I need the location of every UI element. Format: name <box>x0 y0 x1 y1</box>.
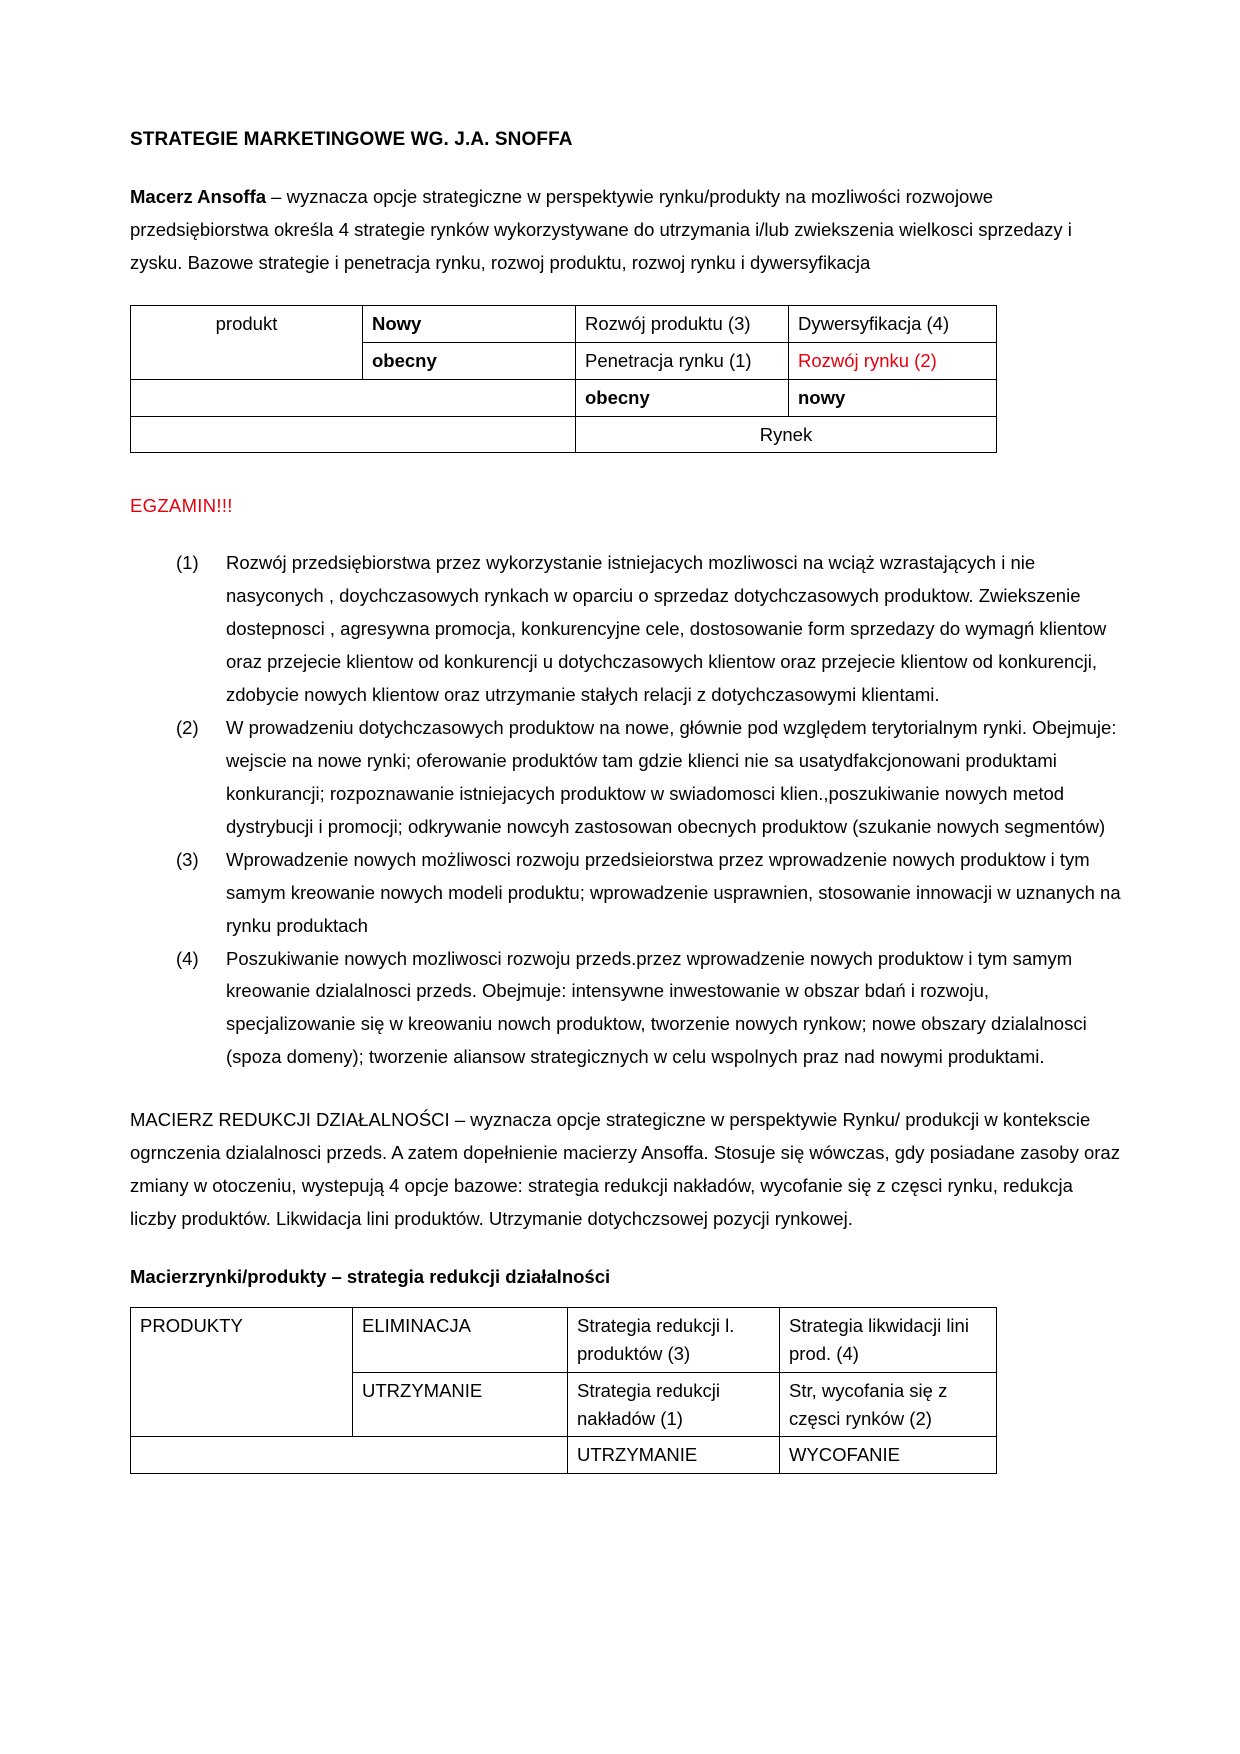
reduction-subheading: Macierzrynki/produkty – strategia redukcji działalności <box>130 1265 611 1287</box>
list-item <box>176 844 1122 943</box>
cell-str-wycofania: Str, wycofania się z częsci rynków (2) <box>780 1372 997 1437</box>
cell-empty-left-2 <box>131 416 576 453</box>
cell-penetracja-rynku: Penetracja rynku (1) <box>576 343 789 380</box>
table-row <box>131 379 997 416</box>
cell-axis-wycofanie: WYCOFANIE <box>780 1437 997 1474</box>
spacer <box>130 291 1122 305</box>
ansoff-matrix-table <box>130 305 997 453</box>
cell-obecny: obecny <box>363 343 576 380</box>
cell-empty-left <box>131 379 576 416</box>
spacer <box>130 453 1122 495</box>
list-item-text: Poszukiwanie nowych mozliwosci rozwoju przeds.przez wprowadzenie nowych produktow i tym samym kreowanie dzialalnosci przeds. Obejmuje: intensywne inwestowanie w obszar bdań i rozwoju, specjalizowanie się w kreowaniu nowch produktow, tworzenie nowych rynkow; nowe obszary dzialalnosci (spoza domeny); tworzenie aliansow strategicznych w celu wspolnych praz nad nowymi produktami. <box>226 947 1087 1068</box>
cell-nowy: Nowy <box>363 306 576 343</box>
cell-dywersyfikacja: Dywersyfikacja (4) <box>789 306 997 343</box>
cell-strategia-redukcji-produktow: Strategia redukcji l. produktów (3) <box>568 1308 780 1373</box>
cell-strategia-likwidacji-lini: Strategia likwidacji lini prod. (4) <box>780 1308 997 1373</box>
cell-produkty: PRODUKTY <box>131 1308 353 1437</box>
list-item <box>176 943 1122 1075</box>
reduction-paragraph: MACIERZ REDUKCJI DZIAŁALNOŚCI – wyznacza opcje strategiczne w perspektywie Rynku/ produkcji w kontekscie ogrnczenia dzialalnosci przeds. A zatem dopełnienie macierzy Ansoffa. Stosuje się wówczas, gdy posiadane zasoby oraz zmiany w otoczeniu, wystepują 4 opcje bazowe: strategia redukcji nakładów, wycofanie się z częsci rynku, redukcja liczby produktów. Likwidacja lini produktów. Utrzymanie dotychczsowej pozycji rynkowej. <box>130 1109 1120 1229</box>
cell-axis-obecny: obecny <box>576 379 789 416</box>
intro-lead: Macerz Ansoffa <box>130 185 267 207</box>
numbered-list <box>130 547 1122 1074</box>
cell-rozwoj-produktu: Rozwój produktu (3) <box>576 306 789 343</box>
reduction-matrix-table-wrap <box>130 1307 1122 1474</box>
table-row <box>131 416 997 453</box>
page-title: STRATEGIE MARKETINGOWE WG. J.A. SNOFFA <box>130 129 573 150</box>
cell-strategia-redukcji-nakladow: Strategia redukcji nakładów (1) <box>568 1372 780 1437</box>
list-marker: (1) <box>176 552 199 574</box>
list-marker: (2) <box>176 717 199 739</box>
reduction-matrix-table <box>130 1307 997 1474</box>
cell-axis-utrzymanie: UTRZYMANIE <box>568 1437 780 1474</box>
list-marker: (3) <box>176 848 199 870</box>
spacer <box>130 1074 1122 1104</box>
list-item-text: Rozwój przedsiębiorstwa przez wykorzystanie istniejacych mozliwosci na wciąż wzrastających i nie nasyconych , doychczasowych rynkach w oparciu o sprzedaz dotychczasowych produktow. Zwiekszenie dostepnosci , agresywna promocja, konkurencyjne cele, dostosowanie form sprzedazy do wymagń klientow oraz przejecie klientow od konkurencji u dotychczasowych klientow oraz przejecie klientow od konkurencji, zdobycie nowych klientow oraz utrzymanie stałych relacji z dotychczasowymi klientami. <box>226 552 1107 706</box>
list-item-text: Wprowadzenie nowych możliwosci rozwoju przedsieiorstwa przez wprowadzenie nowych produktow i tym samym kreowanie nowych modeli produktu; wprowadzenie usprawnien, stosowanie innowacji w uznanych na rynku produktach <box>226 848 1121 936</box>
intro-body: – wyznacza opcje strategiczne w perspektywie rynku/produkty na mozliwości rozwojowe przedsiębiorstwa określa 4 strategie rynków wykorzystywane do utrzymania i/lub zwiekszenia wielkosci sprzedazy i zysku. Bazowe strategie i penetracja rynku, rozwoj produktu, rozwoj rynku i dywersyfikacja <box>130 185 1072 273</box>
intro-paragraph <box>130 181 1122 280</box>
table-row <box>131 306 997 343</box>
spacer <box>130 1248 1122 1262</box>
table-row <box>131 1437 997 1474</box>
spacer <box>130 517 1122 547</box>
cell-eliminacja: ELIMINACJA <box>353 1308 568 1373</box>
ansoff-matrix-table-wrap <box>130 305 1122 453</box>
cell-utrzymanie: UTRZYMANIE <box>353 1372 568 1437</box>
list-marker: (4) <box>176 947 199 969</box>
cell-produkt: produkt <box>131 306 363 380</box>
list-item <box>176 712 1122 844</box>
cell-axis-nowy: nowy <box>789 379 997 416</box>
table-row <box>131 1308 997 1373</box>
cell-empty-bottom-left <box>131 1437 568 1474</box>
cell-rozwoj-rynku: Rozwój rynku (2) <box>789 343 997 380</box>
exam-heading: EGZAMIN!!! <box>130 495 233 517</box>
list-item <box>176 547 1122 712</box>
cell-axis-rynek: Rynek <box>576 416 997 453</box>
list-item-text: W prowadzeniu dotychczasowych produktow na nowe, głównie pod względem terytorialnym rynki. Obejmuje: wejscie na nowe rynki; oferowanie produktów tam gdzie klienci nie sa usatydfakcjonowani produktami konkurancji; rozpoznawanie istniejacych produktow w swiadomosci klien.,poszukiwanie nowych metod dystrybucji i promocji; odkrywanie nowcyh zastosowan obecnych produktow (szukanie nowych segmentów) <box>226 717 1117 837</box>
